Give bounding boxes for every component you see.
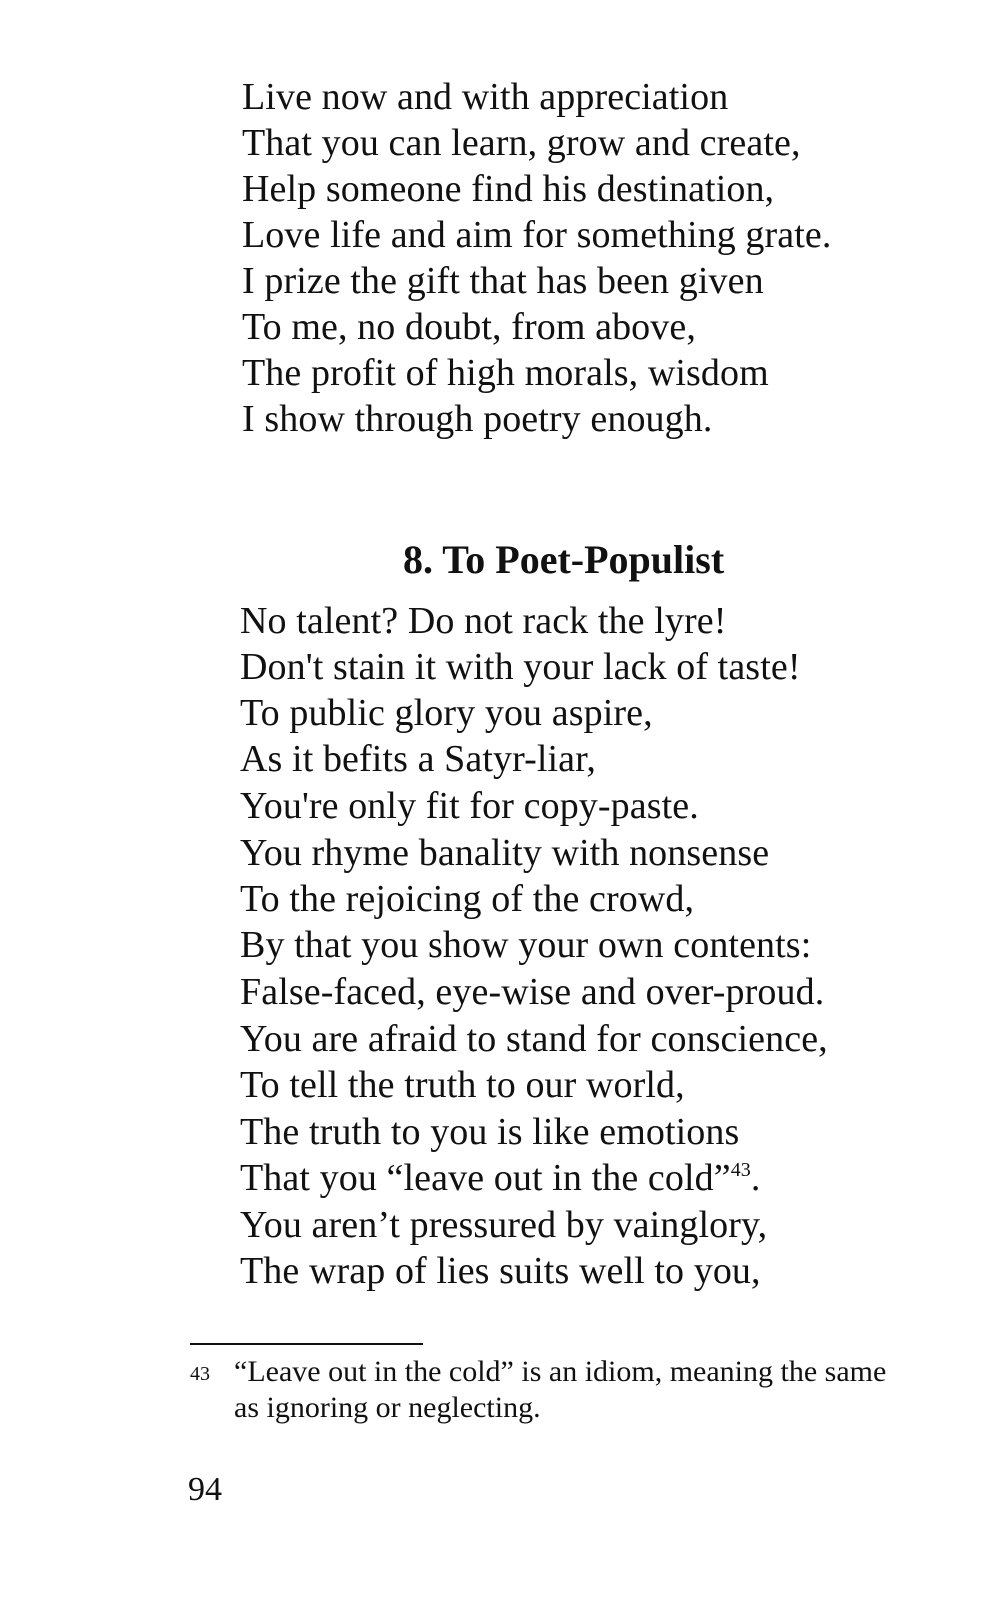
footnote-text-line: as ignoring or neglecting. <box>234 1391 541 1424</box>
verse-line: Love life and aim for something grate. <box>242 214 832 256</box>
verse-line: Don't stain it with your lack of taste! <box>240 646 801 688</box>
verse-line: You're only fit for copy-paste. <box>240 785 699 827</box>
verse-punctuation: . <box>750 1157 761 1199</box>
verse-line: You are afraid to stand for conscience, <box>240 1018 828 1060</box>
verse-line: Live now and with appreciation <box>242 76 729 118</box>
verse-line: That you can learn, grow and create, <box>242 122 801 164</box>
verse-line: You aren’t pressured by vainglory, <box>240 1204 768 1246</box>
verse-line: To public glory you aspire, <box>240 692 653 734</box>
verse-line: I prize the gift that has been given <box>242 260 764 302</box>
verse-text: That you “leave out in the cold” <box>240 1157 731 1199</box>
verse-line: To the rejoicing of the crowd, <box>240 878 695 920</box>
verse-line: False-faced, eye-wise and over-proud. <box>240 971 825 1013</box>
verse-line: The wrap of lies suits well to you, <box>240 1250 761 1292</box>
verse-line: As it befits a Satyr-liar, <box>240 738 596 780</box>
verse-line-with-footnote-ref <box>240 1155 761 1201</box>
verse-line: To tell the truth to our world, <box>240 1064 685 1106</box>
footnote-text-line: “Leave out in the cold” is an idiom, meaning the same <box>234 1355 887 1388</box>
footnote-divider <box>190 1343 423 1345</box>
verse-line: You rhyme banality with nonsense <box>240 832 770 874</box>
verse-line: Help someone find his destination, <box>242 168 775 210</box>
verse-line: By that you show your own contents: <box>240 924 812 966</box>
footnote-reference: 43 <box>730 1159 751 1181</box>
page-number: 94 <box>188 1471 222 1508</box>
poem-title: 8. To Poet-Populist <box>403 537 725 582</box>
verse-line: The profit of high morals, wisdom <box>242 352 769 394</box>
verse-line: To me, no doubt, from above, <box>242 306 696 348</box>
footnote-number: 43 <box>190 1363 210 1385</box>
verse-line: The truth to you is like emotions <box>240 1111 740 1153</box>
verse-line: I show through poetry enough. <box>242 398 713 440</box>
verse-line: No talent? Do not rack the lyre! <box>240 600 727 642</box>
